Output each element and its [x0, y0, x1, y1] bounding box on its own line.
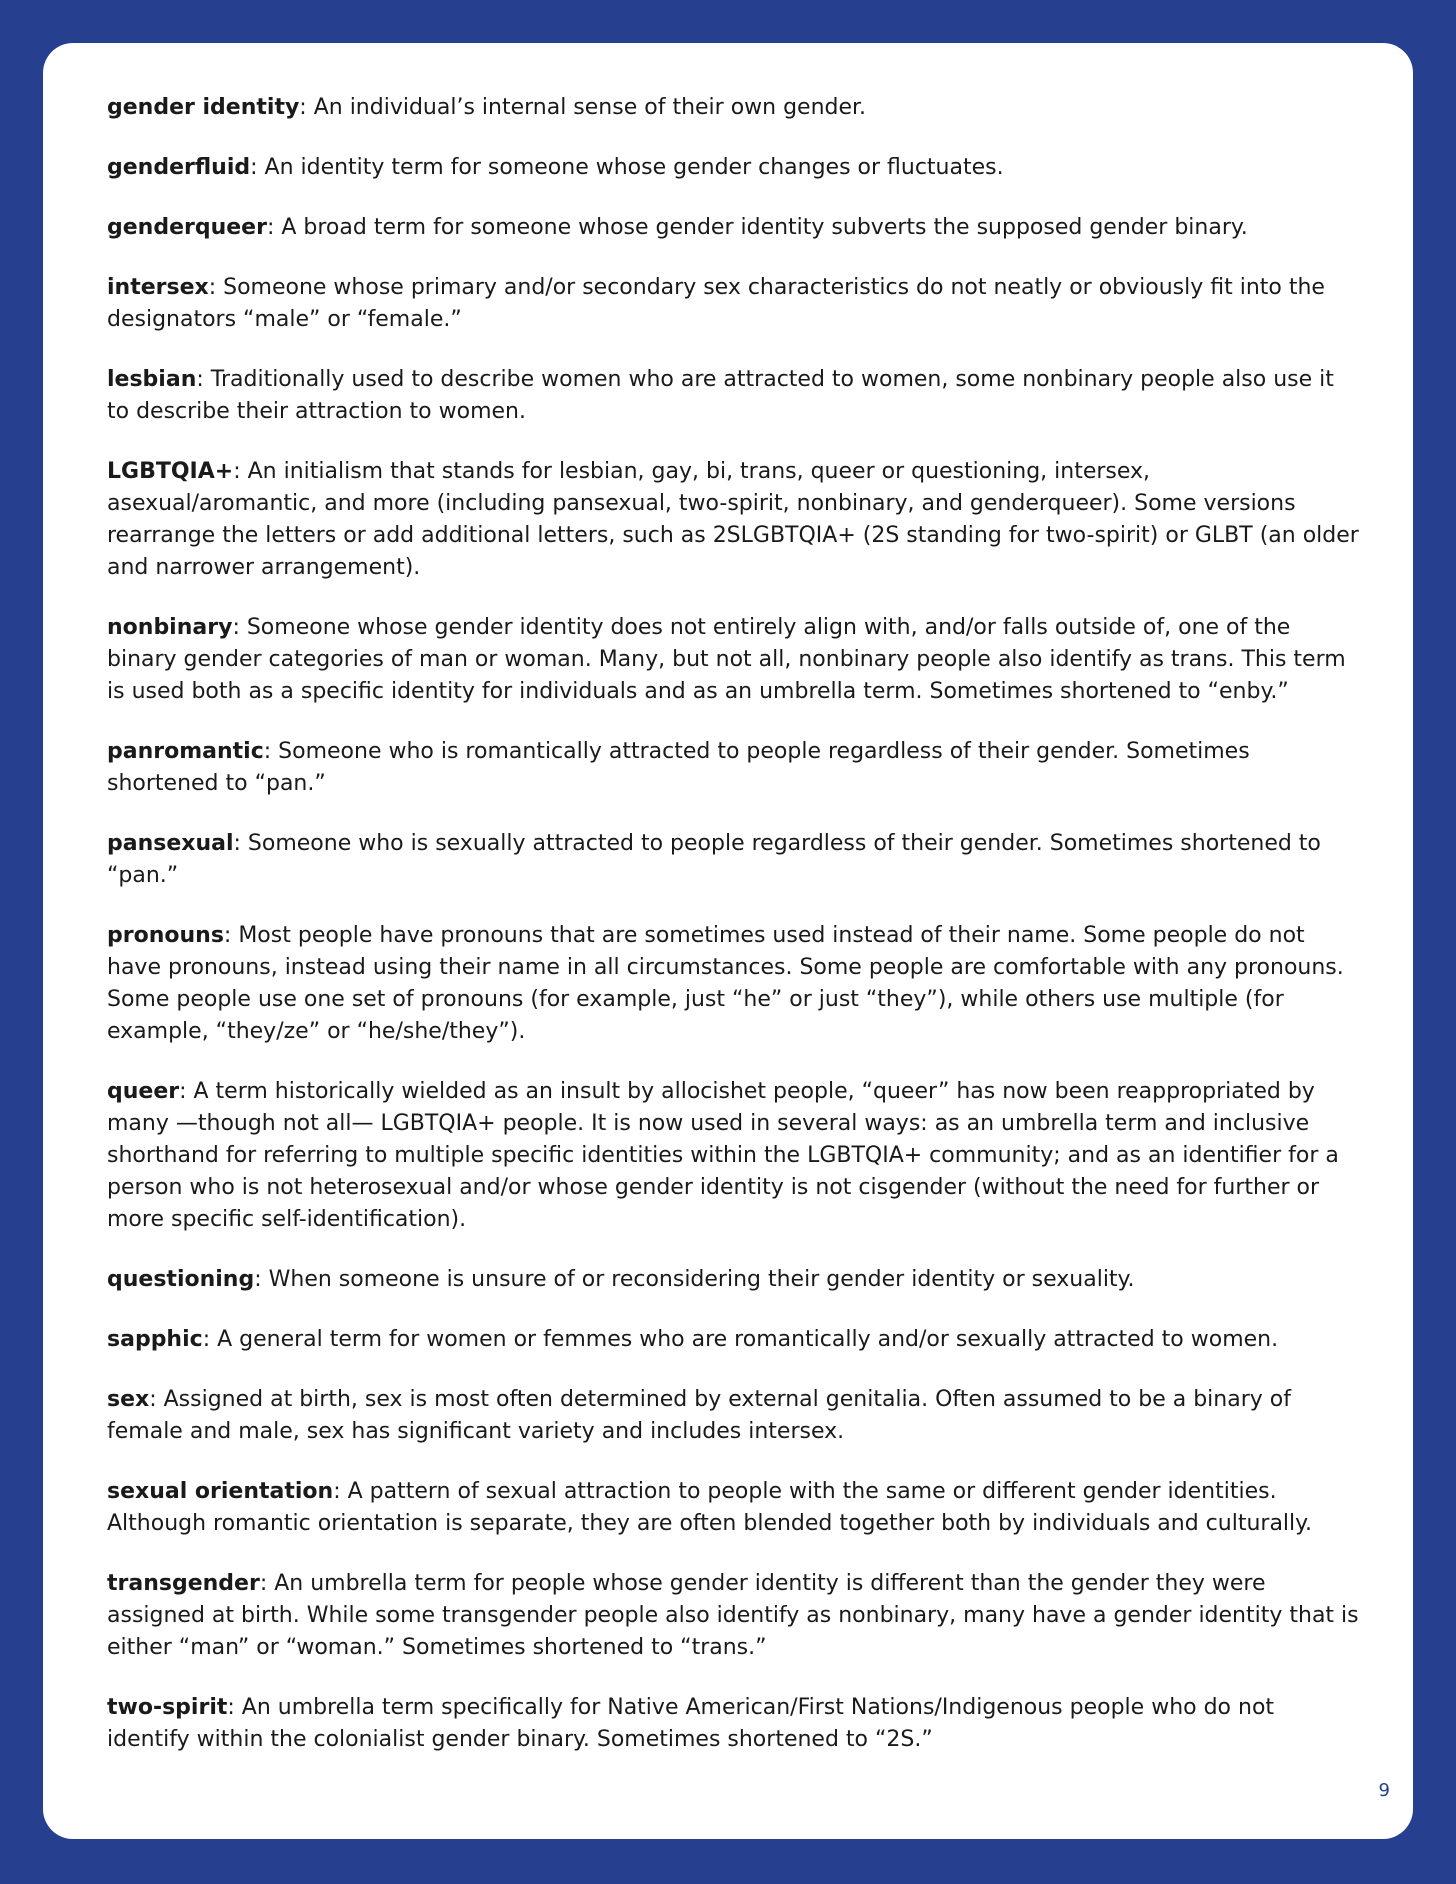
glossary-definition: : An umbrella term for people whose gender identity is different than the gender they were assigned at birth. While some transgender people also identify as nonbinary, many have a gender identity that is either “man” or “woman.” Sometimes shortened to “trans.”	[107, 1571, 1359, 1660]
glossary-definition: : Someone who is sexually attracted to people regardless of their gender. Sometimes shortened to “pan.”	[107, 831, 1321, 888]
glossary-entry	[107, 272, 1361, 336]
glossary-entry	[107, 612, 1361, 708]
glossary-term: pronouns	[107, 923, 224, 948]
glossary-term: questioning	[107, 1267, 255, 1292]
glossary-definition: : Someone whose primary and/or secondary sex characteristics do not neatly or obviously fit into the designators “male” or “female.”	[107, 275, 1325, 332]
glossary-term: pansexual	[107, 831, 234, 856]
glossary-term: nonbinary	[107, 615, 233, 640]
glossary-definition: : Assigned at birth, sex is most often determined by external genitalia. Often assumed to be a binary of female and male, sex has significant variety and includes intersex.	[107, 1387, 1291, 1444]
page-number: 9	[1378, 1780, 1390, 1801]
glossary-term: sexual orientation	[107, 1479, 334, 1504]
glossary-definition: : An identity term for someone whose gender changes or fluctuates.	[250, 155, 1004, 180]
glossary-term: lesbian	[107, 367, 197, 392]
glossary-term: queer	[107, 1079, 180, 1104]
glossary-entry	[107, 1076, 1361, 1236]
glossary-entry	[107, 1324, 1361, 1356]
glossary-entry	[107, 364, 1361, 428]
glossary-entry	[107, 456, 1361, 584]
glossary-entry	[107, 920, 1361, 1048]
glossary-entry	[107, 92, 1361, 124]
glossary-entry	[107, 1568, 1361, 1664]
glossary-definition: : When someone is unsure of or reconsidering their gender identity or sexuality.	[254, 1267, 1135, 1292]
glossary-definition: : A broad term for someone whose gender identity subverts the supposed gender binary.	[266, 215, 1248, 240]
glossary-term: transgender	[107, 1571, 260, 1596]
glossary-entry	[107, 212, 1361, 244]
glossary-term: two-spirit	[107, 1695, 228, 1720]
glossary-entry	[107, 736, 1361, 800]
glossary-definition: : An initialism that stands for lesbian, gay, bi, trans, queer or questioning, intersex, asexual/aromantic, and more (including pansexual, two-spirit, nonbinary, and genderqueer). Some versions rearrange the letters or add additional letters, such as 2SLGBTQIA+ (2S standing for two-spirit) or GLBT (an older and narrower arrangement).	[107, 459, 1359, 580]
glossary-term: LGBTQIA+	[107, 459, 234, 484]
glossary-definition: : A pattern of sexual attraction to people with the same or different gender identities. Although romantic orientation is separate, they are often blended together both by individuals and culturally.	[107, 1479, 1313, 1536]
glossary-term: sapphic	[107, 1327, 203, 1352]
glossary-term: sex	[107, 1387, 150, 1412]
glossary-term: genderqueer	[107, 215, 267, 240]
glossary-term: intersex	[107, 275, 209, 300]
glossary-definition: : Most people have pronouns that are sometimes used instead of their name. Some people do not have pronouns, instead using their name in all circumstances. Some people are comfortable with any pronouns. Some people use one set of pronouns (for example, just “he” or just “they”), while others use multiple (for example, “they/ze” or “he/she/they”).	[107, 923, 1344, 1044]
document-page	[43, 43, 1413, 1839]
glossary-entry	[107, 1384, 1361, 1448]
glossary-definition: : An umbrella term specifically for Native American/First Nations/Indigenous people who do not identify within the colonialist gender binary. Sometimes shortened to “2S.”	[107, 1695, 1275, 1752]
glossary-entry	[107, 828, 1361, 892]
glossary-entry	[107, 1264, 1361, 1296]
glossary-list	[107, 92, 1361, 1756]
glossary-entry	[107, 152, 1361, 184]
glossary-definition: : An individual’s internal sense of their own gender.	[299, 95, 867, 120]
glossary-term: panromantic	[107, 739, 264, 764]
glossary-entry	[107, 1692, 1361, 1756]
glossary-entry	[107, 1476, 1361, 1540]
glossary-definition: : A general term for women or femmes who are romantically and/or sexually attracted to women.	[202, 1327, 1279, 1352]
glossary-term: genderfluid	[107, 155, 251, 180]
glossary-term: gender identity	[107, 95, 300, 120]
glossary-definition: : Someone who is romantically attracted to people regardless of their gender. Sometimes shortened to “pan.”	[107, 739, 1250, 796]
glossary-definition: : A term historically wielded as an insult by allocishet people, “queer” has now been reappropriated by many —though not all— LGBTQIA+ people. It is now used in several ways: as an umbrella term and inclusive shorthand for referring to multiple specific identities within the LGBTQIA+ community; and as an identifier for a person who is not heterosexual and/or whose gender identity is not cisgender (without the need for further or more specific self-identification).	[107, 1079, 1339, 1232]
glossary-definition: : Someone whose gender identity does not entirely align with, and/or falls outside of, one of the binary gender categories of man or woman. Many, but not all, nonbinary people also identify as trans. This term is used both as a specific identity for individuals and as an umbrella term. Sometimes shortened to “enby.”	[107, 615, 1346, 704]
glossary-definition: : Traditionally used to describe women who are attracted to women, some nonbinary people also use it to describe their attraction to women.	[107, 367, 1334, 424]
